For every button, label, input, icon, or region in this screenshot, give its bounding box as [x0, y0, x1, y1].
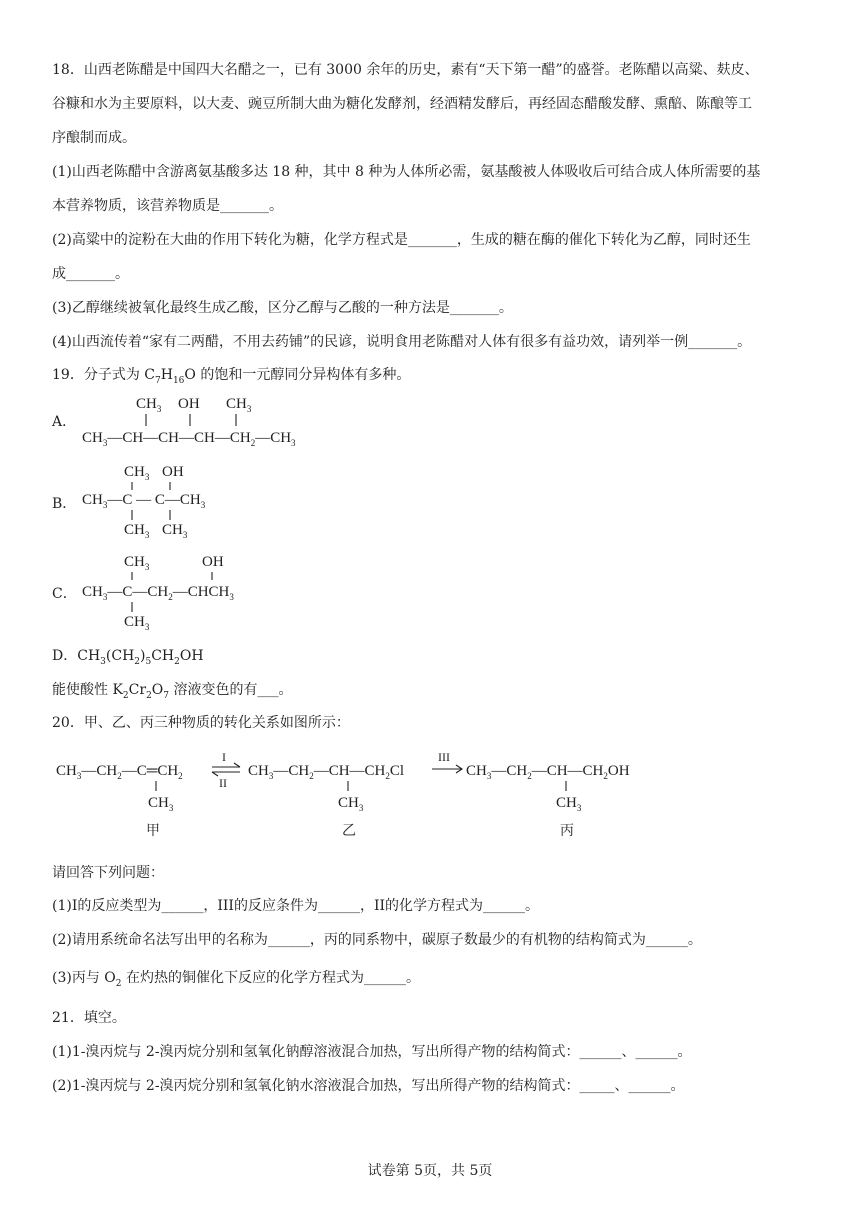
q21-part1: (1)1-溴丙烷与 2-溴丙烷分别和氢氧化钠醇溶液混合加热，写出所得产物的结构简式：______、______。 [52, 1044, 692, 1060]
svg-text:CH3: $CH_3$ [338, 795, 364, 813]
svg-text:OH: OH [162, 464, 184, 480]
svg-text:OH: OH [202, 554, 224, 570]
svg-text:CH3: $CH_3$ [162, 522, 188, 540]
q21-stem: 21．填空。 [52, 1010, 126, 1026]
arrow-label-ii: II [219, 776, 227, 790]
svg-text:CH3—CH2—CH—CH2Cl: $CH_3—CH_2—CH—CH_2Cl$ [248, 763, 405, 781]
svg-text:CH3: $CH_3$ [556, 795, 582, 813]
option-d: D．$CH_3(CH_2)_5CH_2OH$ [52, 648, 204, 667]
svg-text:OH: OH [178, 396, 200, 412]
compound-yi-label: 乙 [342, 823, 356, 839]
q18-part1-line1: (1)山西老陈醋中含游离氨基酸多达 18 种，其中 8 种为人体所必需，氨基酸被人体吸收后可结合成人体所需要的基 [52, 164, 761, 180]
q20-stem: 20．甲、乙、丙三种物质的转化关系如图所示： [52, 715, 350, 731]
reaction-scheme [52, 745, 672, 845]
svg-text:CH3—CH2—C═CH2: $CH_3—CH_2—C═CH_2$ [56, 763, 183, 781]
svg-text:CH3: $CH_3$ [226, 396, 252, 414]
q20-part3: (3)丙与 $O_2$ 在灼热的铜催化下反应的化学方程式为______。 [52, 970, 420, 989]
svg-text:CH3—CH—CH—CH—CH2—CH3: $CH_3—CH—CH—CH—CH_2—CH_3$ [82, 430, 296, 448]
q18-part2-line1: (2)高粱中的淀粉在大曲的作用下转化为糖，化学方程式是_______，生成的糖在酶的催化下转化为乙醇，同时还生 [52, 232, 751, 248]
svg-text:CH3—C — C—CH3: $CH_3—C$ — $C—CH_3$ [82, 492, 206, 510]
q18-stem-line3: 序酿制而成。 [52, 130, 136, 146]
structure-b [80, 458, 240, 542]
q19-question: 能使酸性 $K_2Cr_2O_7$ 溶液变色的有___。 [52, 682, 293, 701]
page-footer: 试卷第 5页，共 5页 [367, 1163, 493, 1179]
svg-text:CH3: $CH_3$ [136, 396, 162, 414]
q18-part4: (4)山西流传着“家有二两醋，不用去药铺”的民谚，说明食用老陈醋对人体有很多有益功效，请列举一例_______。 [52, 334, 752, 350]
arrow-label-i: I [222, 750, 226, 764]
svg-text:CH3: $CH_3$ [124, 614, 150, 632]
svg-text:CH3: $CH_3$ [148, 795, 174, 813]
arrow-label-iii: III [438, 750, 450, 764]
q19-stem: 19．分子式为 $C_7H_{16}O$ 的饱和一元醇同分异构体有多种。 [52, 367, 411, 386]
structure-a [80, 390, 370, 452]
compound-bing-label: 丙 [560, 823, 574, 839]
q20-prompt: 请回答下列问题： [52, 865, 164, 881]
structure-c [80, 548, 280, 634]
option-a-label: A． [52, 414, 77, 430]
q18-stem-line1: 18．山西老陈醋是中国四大名醋之一，已有 3000 余年的历史，素有“天下第一醋”的盛誉。老陈醋以高粱、麸皮、 [52, 62, 759, 78]
svg-text:CH3: $CH_3$ [124, 464, 150, 482]
svg-text:CH3: $CH_3$ [124, 554, 150, 572]
option-b-label: B． [52, 496, 77, 512]
svg-text:CH3—CH2—CH—CH2OH: $CH_3—CH_2—CH—CH_2OH$ [466, 763, 630, 781]
q20-part2: (2)请用系统命名法写出甲的名称为______，丙的同系物中，碳原子数最少的有机物的结构简式为______。 [52, 932, 702, 948]
compound-jia-label: 甲 [146, 823, 160, 839]
q21-part2: (2)1-溴丙烷与 2-溴丙烷分别和氢氧化钠水溶液混合加热，写出所得产物的结构简式：_____、______。 [52, 1078, 685, 1094]
q18-part2-line2: 成_______。 [52, 266, 129, 282]
q18-part1-line2: 本营养物质，该营养物质是_______。 [52, 198, 283, 214]
q18-stem-line2: 谷糠和水为主要原料，以大麦、豌豆所制大曲为糖化发酵剂，经酒精发酵后，再经固态醋酸发酵、熏醅、陈酿等工 [52, 96, 752, 112]
q18-part3: (3)乙醇继续被氧化最终生成乙酸，区分乙醇与乙酸的一种方法是_______。 [52, 300, 513, 316]
svg-text:CH3—C—CH2—CHCH3: $CH_3—C—CH_2—CHCH_3$ [82, 584, 234, 602]
q20-part1: (1)I的反应类型为______，III的反应条件为______，II的化学方程式为______。 [52, 898, 540, 914]
option-c-label: C． [52, 586, 77, 602]
svg-text:CH3: $CH_3$ [124, 522, 150, 540]
